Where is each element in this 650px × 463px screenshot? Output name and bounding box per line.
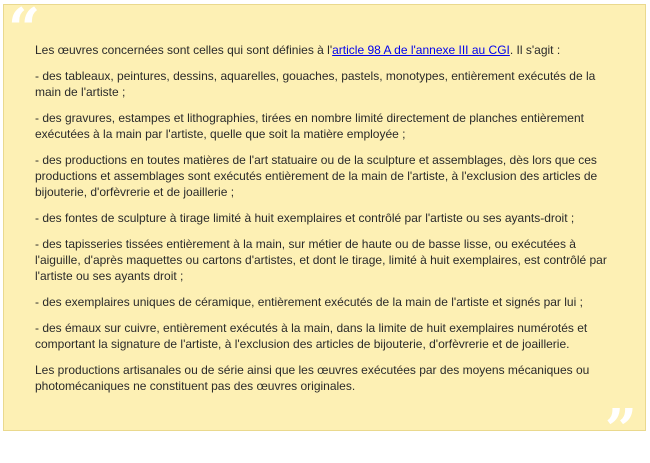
- conclusion-paragraph: Les productions artisanales ou de série ainsi que les œuvres exécutées par des moyens mécaniques ou photomécaniques ne constituent pas des œuvres originales.: [35, 363, 590, 393]
- intro-text-before: Les œuvres concernées sont celles qui sont définies à l': [35, 43, 333, 57]
- list-item: - des fontes de sculpture à tirage limité à huit exemplaires et contrôlé par l'artiste ou ses ayants-droit ;: [35, 211, 575, 225]
- open-quote-icon: “: [8, 0, 41, 62]
- blockquote: [3, 0, 646, 463]
- list-item: - des émaux sur cuivre, entièrement exécutés à la main, dans la limite de huit exemplaires numérotés et comportant la signature de l'artiste, à l'exclusion des articles de bijouterie, d'orfèvrerie et de joaillerie.: [35, 321, 588, 351]
- article-98a-link[interactable]: article 98 A de l'annexe III au CGI: [332, 43, 510, 57]
- intro-paragraph: [35, 42, 621, 58]
- list-item: - des tableaux, peintures, dessins, aquarelles, gouaches, pastels, monotypes, entièrement exécutés de la main de l'artiste ;: [35, 69, 596, 99]
- list-item: - des productions en toutes matières de l'art statuaire ou de la sculpture et assemblages, dès lors que ces productions et assemblages sont exécutés entièrement de la main de l'artiste, à l'exclusion des articles de bijouterie, d'orfèvrerie et de joaillerie ;: [35, 153, 598, 199]
- list-item: - des exemplaires uniques de céramique, entièrement exécutés de la main de l'artiste et signés par lui ;: [35, 295, 583, 309]
- list-item: - des tapisseries tissées entièrement à la main, sur métier de haute ou de basse lisse, ou exécutées à l'aiguille, d'après maquettes ou cartons d'artistes, et dont le tirage, limité à huit exemplaires, est contrôlé par l'artiste ou ses ayants droit ;: [35, 237, 607, 283]
- intro-text-after: . Il s'agit :: [509, 43, 561, 57]
- quote-content: [35, 42, 621, 404]
- close-quote-icon: ”: [604, 397, 637, 463]
- list-item: - des gravures, estampes et lithographies, tirées en nombre limité directement de planches entièrement exécutées à la main par l'artiste, quelle que soit la matière employée ;: [35, 111, 584, 141]
